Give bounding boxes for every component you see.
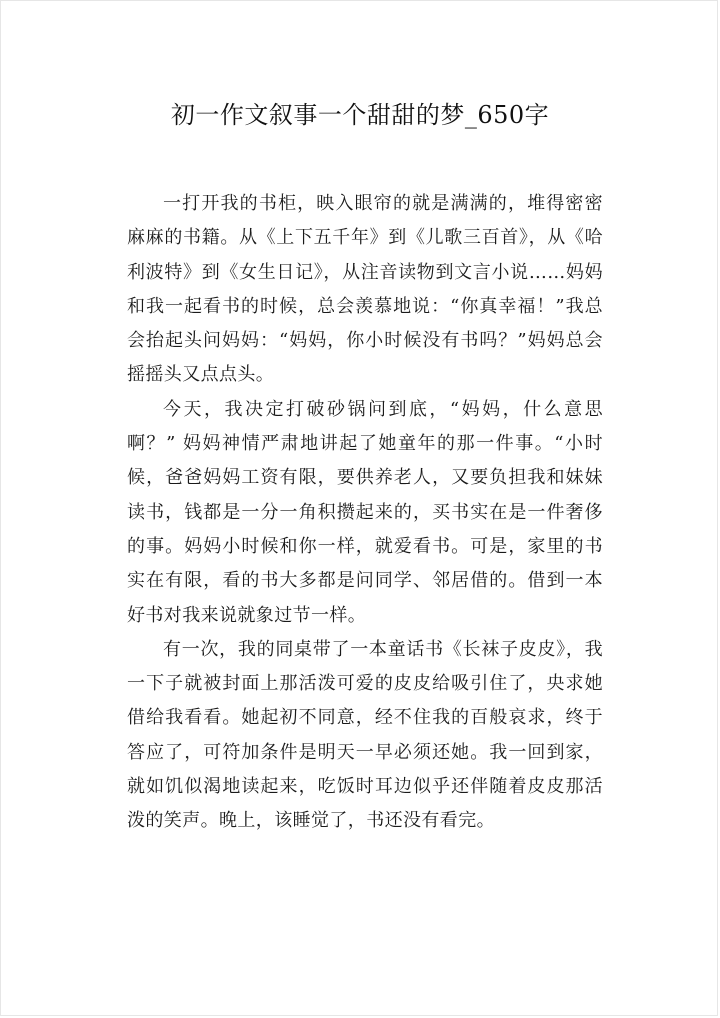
- paragraph-2: 今天，我决定打破砂锅问到底，“妈妈，什么意思啊？” 妈妈神情严肃地讲起了她童年的那一件事。“小时候，爸爸妈妈工资有限，要供养老人，又要负担我和妹妹读书，钱都是一分一角积攒起来的，买书实在是一件奢侈的事。妈妈小时候和你一样，就爱看书。可是，家里的书实在有限，看的书大多都是问同学、邻居借的。借到一本好书对我来说就象过节一样。: [127, 398, 603, 626]
- document-body: [127, 187, 603, 839]
- paragraph-1: 一打开我的书柜，映入眼帘的就是满满的，堆得密密麻麻的书籍。从《上下五千年》到《儿歌三百首》，从《哈利波特》到《女生日记》，从注音读物到文言小说……妈妈和我一起看书的时候，总会羡慕地说：“你真幸福！”我总会抬起头问妈妈：“妈妈，你小时候没有书吗？”妈妈总会摇摇头又点点头。: [127, 193, 603, 386]
- document-title: 初一作文叙事一个甜甜的梦_650字: [170, 101, 550, 129]
- paragraph-3: 有一次，我的同桌带了一本童话书《长袜子皮皮》，我一下子就被封面上那活泼可爱的皮皮给吸引住了，央求她借给我看看。她起初不同意，经不住我的百般哀求，终于答应了，可符加条件是明天一早必须还她。我一回到家，就如饥似渴地读起来，吃饭时耳边似乎还伴随着皮皮那活泼的笑声。晚上，该睡觉了，书还没有看完。: [127, 638, 603, 832]
